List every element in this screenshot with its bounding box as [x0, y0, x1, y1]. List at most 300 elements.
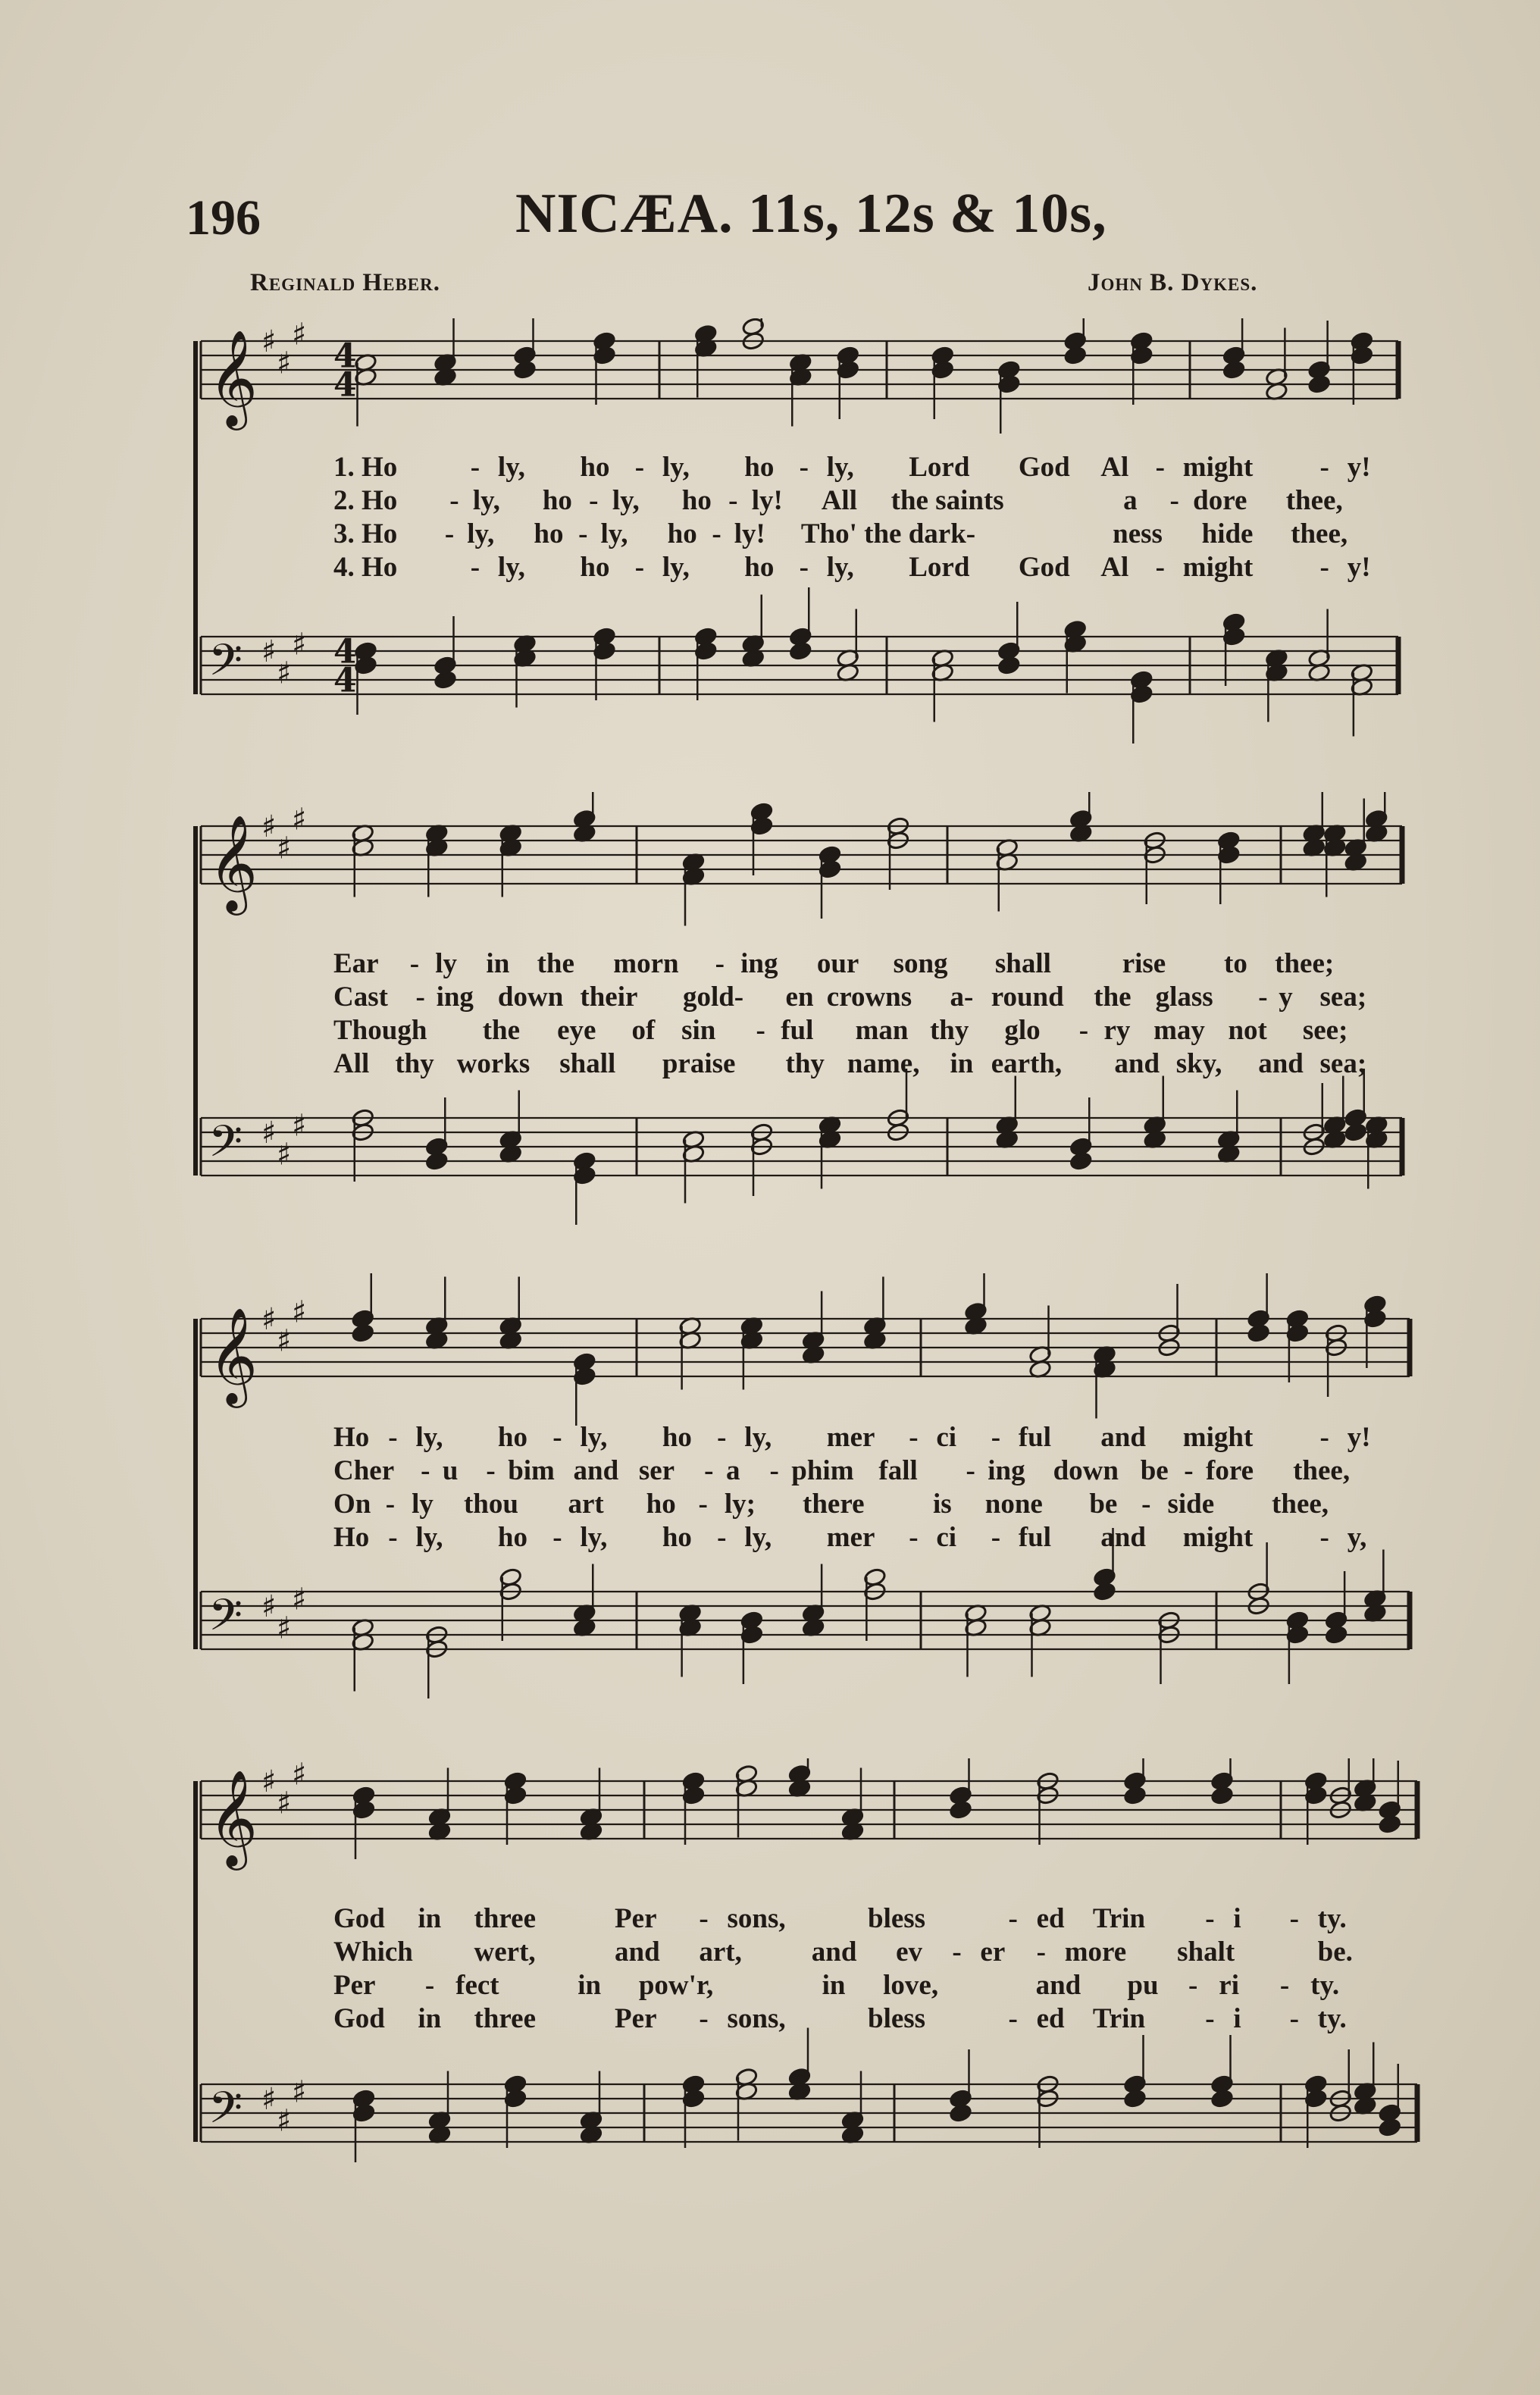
- lyric-syllable: ho: [534, 518, 564, 549]
- lyric-verse-3: [189, 1014, 1425, 1047]
- music-system-2: [189, 792, 1425, 1232]
- hyphen: -: [991, 1522, 1001, 1553]
- lyric-syllable: and: [573, 1455, 619, 1486]
- lyric-syllable: there: [803, 1489, 865, 1520]
- lyric-verse-1: [189, 451, 1425, 484]
- hyphen: -: [1036, 1936, 1046, 1968]
- lyric-syllable: ty.: [1310, 1970, 1340, 2001]
- author-credit: Reginald Heber.: [250, 269, 440, 296]
- sharp-icon: ♯: [261, 1302, 277, 1337]
- treble-clef-icon: 𝄞: [208, 1769, 258, 1866]
- lyric-syllable: to: [1224, 948, 1247, 979]
- note-head: [1325, 1625, 1348, 1645]
- lyric-syllable: ho: [744, 452, 775, 483]
- lyric-syllable: ho: [497, 1522, 527, 1553]
- hyphen: -: [634, 452, 645, 483]
- lyric-verse-1: [189, 1902, 1425, 1936]
- lyric-syllable: three: [474, 2003, 537, 2034]
- lyric-syllable: thee,: [1272, 1489, 1329, 1520]
- lyric-syllable: y!: [1347, 552, 1371, 583]
- lyric-syllable: love,: [883, 1970, 939, 2001]
- lyric-syllable: Tho' the dark-: [800, 518, 976, 549]
- lyric-syllable: Per: [615, 2003, 657, 2034]
- lyric-syllable: thee,: [1285, 485, 1343, 516]
- lyric-syllable: sea;: [1319, 981, 1367, 1013]
- lyric-syllable: side: [1167, 1489, 1215, 1520]
- hyphen: -: [1289, 1903, 1299, 1934]
- lyric-syllable: ho: [681, 485, 712, 516]
- lyric-verse-2: [189, 1936, 1425, 1969]
- lyric-syllable: ho: [662, 1422, 692, 1453]
- lyric-syllable: Trin: [1092, 1903, 1146, 1934]
- lyric-syllable: Cast: [333, 981, 388, 1013]
- hyphen: -: [388, 1422, 398, 1453]
- hyphen: -: [1319, 1522, 1329, 1553]
- hyphen: -: [1008, 2003, 1018, 2034]
- lyric-syllable: y,: [1347, 1522, 1367, 1553]
- lyric-syllable: the: [537, 948, 574, 979]
- lyric-syllable: three: [474, 1903, 537, 1934]
- time-signature: 4: [333, 365, 357, 405]
- lyric-syllable: and: [1100, 1422, 1146, 1453]
- lyric-syllable: name,: [847, 1048, 920, 1079]
- lyric-syllable: song: [893, 948, 948, 979]
- hyphen: -: [470, 452, 480, 483]
- lyric-syllable: Ho: [333, 1422, 370, 1453]
- lyric-syllable: ful: [781, 1015, 814, 1046]
- lyric-verse-4: [189, 551, 1425, 584]
- lyric-syllable: 2. Ho: [333, 485, 398, 516]
- hyphen: -: [1319, 452, 1329, 483]
- lyric-syllable: more: [1064, 1936, 1127, 1968]
- lyric-syllable: our: [816, 948, 859, 979]
- lyric-syllable: Trin: [1092, 2003, 1146, 2034]
- lyric-syllable: ed: [1036, 1903, 1065, 1934]
- lyric-verse-2: [189, 1454, 1425, 1488]
- lyric-syllable: All: [821, 485, 857, 516]
- note-head: [1123, 2089, 1147, 2109]
- sharp-icon: ♯: [261, 809, 277, 844]
- bass-clef-icon: 𝄢: [208, 634, 243, 697]
- lyric-syllable: the: [1094, 981, 1132, 1013]
- hyphen: -: [589, 485, 599, 516]
- lyric-syllable: y!: [1347, 1422, 1371, 1453]
- lyric-syllable: fall: [878, 1455, 918, 1486]
- sharp-icon: ♯: [261, 1589, 277, 1624]
- sharp-icon: ♯: [292, 1758, 307, 1792]
- hyphen: -: [385, 1489, 396, 1520]
- hyphen: -: [388, 1522, 398, 1553]
- lyric-syllable: glo: [1004, 1015, 1041, 1046]
- sharp-icon: ♯: [261, 634, 277, 669]
- lyric-syllable: ho: [497, 1422, 527, 1453]
- lyric-verse-4: [189, 1521, 1425, 1554]
- music-system-4: [189, 1758, 1425, 2206]
- lyric-syllable: ing: [740, 948, 778, 979]
- hyphen: -: [704, 1455, 714, 1486]
- hyphen: -: [712, 518, 721, 549]
- hyphen: -: [1078, 1015, 1089, 1046]
- hyphen: -: [799, 452, 809, 483]
- lyric-syllable: ho: [580, 552, 610, 583]
- lyric-syllable: in: [578, 1970, 602, 2001]
- music-system-3: [189, 1273, 1425, 1713]
- hyphen: -: [634, 552, 645, 583]
- lyric-verse-2: [189, 981, 1425, 1014]
- lyric-syllable: ly,: [497, 452, 525, 483]
- hyphen: -: [1155, 552, 1165, 583]
- lyric-syllable: ly,: [472, 485, 500, 516]
- lyric-syllable: of: [631, 1015, 656, 1046]
- lyric-syllable: ho: [744, 552, 775, 583]
- sharp-icon: ♯: [261, 324, 277, 359]
- lyric-syllable: ty.: [1317, 1903, 1347, 1934]
- sharp-icon: ♯: [261, 2082, 277, 2117]
- lyric-syllable: ness: [1113, 518, 1163, 549]
- lyric-syllable: see;: [1302, 1015, 1348, 1046]
- hyphen: -: [717, 1522, 727, 1553]
- hyphen: -: [1205, 2003, 1215, 2034]
- lyric-syllable: ly: [435, 948, 458, 979]
- treble-clef-icon: 𝄞: [208, 329, 258, 426]
- lyric-syllable: might: [1182, 552, 1254, 583]
- lyric-syllable: ed: [1036, 2003, 1065, 2034]
- hyphen: -: [715, 948, 725, 979]
- lyric-syllable: sons,: [727, 1903, 786, 1934]
- lyric-syllable: Lord: [909, 452, 970, 483]
- lyric-syllable: God: [1018, 552, 1070, 583]
- hyphen: -: [698, 1489, 708, 1520]
- lyric-syllable: ser: [638, 1455, 675, 1486]
- hyphen: -: [1319, 1422, 1329, 1453]
- hyphen: -: [552, 1522, 562, 1553]
- hyphen: -: [799, 552, 809, 583]
- lyric-syllable: ing: [436, 981, 474, 1013]
- lyric-syllable: sea;: [1319, 1048, 1367, 1079]
- time-signature: 4: [333, 661, 357, 700]
- hyphen: -: [424, 1970, 435, 2001]
- lyric-syllable: down: [1053, 1455, 1119, 1486]
- sharp-icon: ♯: [277, 1137, 292, 1172]
- lyric-syllable: ho: [580, 452, 610, 483]
- lyric-syllable: mer: [826, 1522, 875, 1553]
- hyphen: -: [769, 1455, 779, 1486]
- tune-title: NICÆA. 11s, 12s & 10s,: [515, 183, 1107, 245]
- lyric-syllable: sin: [681, 1015, 716, 1046]
- lyric-syllable: i: [1233, 2003, 1241, 2034]
- lyric-syllable: be.: [1317, 1936, 1353, 1968]
- hyphen: -: [552, 1422, 562, 1453]
- time-signature: 4: [333, 337, 357, 376]
- sharp-icon: ♯: [292, 802, 307, 837]
- treble-notes: [352, 1758, 1401, 1859]
- lyric-syllable: ly,: [580, 1422, 608, 1453]
- lyric-verse-3: [189, 1488, 1425, 1521]
- sharp-icon: ♯: [292, 318, 307, 352]
- hyphen: -: [1169, 485, 1179, 516]
- sharp-icon: ♯: [292, 1295, 307, 1330]
- lyric-syllable: not: [1228, 1015, 1267, 1046]
- lyric-verse-3: [189, 1969, 1425, 2002]
- lyric-verse-4: [189, 2002, 1425, 2036]
- hyphen: -: [1319, 552, 1329, 583]
- sharp-icon: ♯: [292, 1582, 307, 1617]
- lyric-syllable: eye: [557, 1015, 596, 1046]
- lyric-syllable: and: [615, 1936, 660, 1968]
- lyric-syllable: ri: [1219, 1970, 1239, 2001]
- hyphen: -: [909, 1422, 919, 1453]
- lyric-syllable: none: [984, 1489, 1043, 1520]
- lyric-syllable: ho: [646, 1489, 676, 1520]
- lyric-syllable: Cher: [333, 1455, 395, 1486]
- lyric-syllable: glass: [1155, 981, 1213, 1013]
- sharp-icon: ♯: [277, 831, 292, 866]
- hyphen: -: [1008, 1903, 1018, 1934]
- lyric-syllable: ho: [662, 1522, 692, 1553]
- lyric-syllable: ly,: [415, 1422, 443, 1453]
- lyric-syllable: art: [568, 1489, 604, 1520]
- lyric-syllable: and: [1258, 1048, 1304, 1079]
- hyphen: -: [449, 485, 459, 516]
- lyric-syllable: ly,: [415, 1522, 443, 1553]
- sharp-icon: ♯: [277, 1323, 292, 1359]
- lyric-syllable: thy: [395, 1048, 434, 1079]
- hyphen: -: [1258, 981, 1268, 1013]
- lyric-syllable: may: [1153, 1015, 1205, 1046]
- bass-staff: [201, 2075, 1417, 2145]
- lyric-syllable: thy: [929, 1015, 969, 1046]
- lyric-syllable: ing: [988, 1455, 1025, 1486]
- hyphen: -: [409, 948, 420, 979]
- lyric-syllable: ly,: [497, 552, 525, 583]
- lyric-syllable: On: [333, 1489, 371, 1520]
- lyric-syllable: hide: [1201, 518, 1254, 549]
- hyphen: -: [1141, 1489, 1151, 1520]
- lyric-syllable: ly,: [744, 1522, 772, 1553]
- lyric-syllable: Ear: [333, 948, 379, 979]
- lyric-syllable: bless: [868, 1903, 926, 1934]
- note-head: [1069, 1151, 1093, 1171]
- lyric-syllable: the: [482, 1015, 521, 1046]
- lyric-syllable: ly;: [724, 1489, 756, 1520]
- lyric-syllable: ly!: [751, 485, 783, 516]
- lyric-syllable: ci: [936, 1422, 957, 1453]
- treble-notes: [351, 792, 1388, 926]
- lyric-verse-2: [189, 484, 1425, 518]
- sharp-icon: ♯: [292, 627, 307, 662]
- lyric-syllable: bim: [508, 1455, 555, 1486]
- lyric-syllable: 3. Ho: [333, 518, 398, 549]
- lyric-syllable: u: [442, 1455, 459, 1486]
- hyphen: -: [1155, 452, 1165, 483]
- treble-clef-icon: 𝄞: [208, 814, 258, 911]
- lyric-syllable: ty.: [1317, 2003, 1347, 2034]
- lyric-syllable: Per: [615, 1903, 657, 1934]
- hyphen: -: [717, 1422, 727, 1453]
- hyphen: -: [952, 1936, 962, 1968]
- hyphen: -: [415, 981, 425, 1013]
- lyric-syllable: Though: [333, 1015, 427, 1046]
- lyric-syllable: be: [1140, 1455, 1169, 1486]
- lyric-syllable: Per: [333, 1970, 376, 2001]
- lyric-syllable: ho: [667, 518, 697, 549]
- lyric-syllable: Al: [1100, 452, 1129, 483]
- hyphen: -: [421, 1455, 430, 1486]
- lyric-syllable: in: [950, 1048, 974, 1079]
- hyphen: -: [728, 485, 738, 516]
- lyric-syllable: ly,: [826, 552, 854, 583]
- lyric-syllable: phim: [791, 1455, 854, 1486]
- lyric-syllable: in: [418, 1903, 442, 1934]
- hyphen: -: [1289, 2003, 1299, 2034]
- lyric-syllable: God: [333, 2003, 385, 2034]
- lyric-syllable: dore: [1193, 485, 1247, 516]
- lyric-syllable: ci: [936, 1522, 957, 1553]
- hyphen: -: [1205, 1903, 1215, 1934]
- lyric-syllable: en: [785, 981, 814, 1013]
- lyric-syllable: and: [1114, 1048, 1160, 1079]
- lyric-syllable: might: [1182, 452, 1254, 483]
- hyphen: -: [1184, 1455, 1194, 1486]
- lyric-syllable: ful: [1018, 1522, 1052, 1553]
- lyric-syllable: is: [932, 1489, 952, 1520]
- lyric-syllable: in: [418, 2003, 442, 2034]
- sharp-icon: ♯: [277, 656, 292, 691]
- lyric-syllable: a-: [950, 981, 974, 1013]
- lyric-syllable: in: [486, 948, 510, 979]
- hyphen: -: [444, 518, 455, 549]
- lyric-syllable: pow'r,: [638, 1970, 714, 2001]
- lyric-syllable: in: [822, 1970, 846, 2001]
- sharp-icon: ♯: [277, 1786, 292, 1821]
- lyric-syllable: ho: [542, 485, 572, 516]
- lyric-syllable: be: [1089, 1489, 1118, 1520]
- lyric-syllable: rise: [1122, 948, 1166, 979]
- treble-notes: [351, 1273, 1386, 1426]
- lyric-syllable: y: [1279, 981, 1293, 1013]
- lyric-syllable: a: [1123, 485, 1138, 516]
- lyric-syllable: thy: [785, 1048, 825, 1079]
- lyric-verse-1: [189, 947, 1425, 981]
- lyric-syllable: might: [1182, 1422, 1254, 1453]
- lyric-syllable: 1. Ho: [333, 452, 398, 483]
- lyric-syllable: praise: [662, 1048, 736, 1079]
- hyphen: -: [470, 552, 480, 583]
- lyric-syllable: art,: [699, 1936, 742, 1968]
- lyric-syllable: Al: [1100, 552, 1129, 583]
- sharp-icon: ♯: [292, 2074, 307, 2110]
- composer-credit: John B. Dykes.: [1088, 269, 1258, 296]
- lyric-syllable: works: [456, 1048, 531, 1079]
- music-system-1: [189, 318, 1425, 773]
- lyric-syllable: earth,: [991, 1048, 1063, 1079]
- lyric-syllable: thee,: [1293, 1455, 1351, 1486]
- lyric-syllable: crowns: [826, 981, 912, 1013]
- lyric-syllable: Lord: [909, 552, 970, 583]
- hyphen: -: [486, 1455, 496, 1486]
- lyric-syllable: ly,: [580, 1522, 608, 1553]
- treble-clef-icon: 𝄞: [208, 1307, 258, 1404]
- lyric-syllable: might: [1182, 1522, 1254, 1553]
- lyric-syllable: sons,: [727, 2003, 786, 2034]
- hyphen: -: [756, 1015, 765, 1046]
- note-head: [1123, 1786, 1147, 1805]
- lyric-syllable: Which: [333, 1936, 413, 1968]
- lyric-syllable: ev: [896, 1936, 923, 1968]
- sharp-icon: ♯: [292, 1108, 307, 1144]
- lyric-syllable: bless: [868, 2003, 926, 2034]
- lyric-syllable: man: [855, 1015, 909, 1046]
- hyphen: -: [578, 518, 588, 549]
- lyric-syllable: ful: [1018, 1422, 1052, 1453]
- lyric-syllable: Ho: [333, 1522, 370, 1553]
- hyphen: -: [991, 1422, 1001, 1453]
- lyric-syllable: ly,: [744, 1422, 772, 1453]
- lyric-syllable: ly!: [734, 518, 765, 549]
- hyphen: -: [966, 1455, 975, 1486]
- lyric-syllable: God: [1018, 452, 1070, 483]
- hyphen: -: [699, 2003, 709, 2034]
- lyric-syllable: y!: [1347, 452, 1371, 483]
- lyric-syllable: God: [333, 1903, 385, 1934]
- hyphen: -: [909, 1522, 919, 1553]
- bass-clef-icon: 𝄢: [208, 1589, 243, 1651]
- lyric-syllable: thee;: [1275, 948, 1335, 979]
- time-signature: 4: [333, 632, 357, 672]
- sharp-icon: ♯: [277, 346, 292, 381]
- bass-clef-icon: 𝄢: [208, 2082, 243, 2144]
- sharp-icon: ♯: [277, 2103, 292, 2139]
- sharp-icon: ♯: [277, 1611, 292, 1646]
- lyric-syllable: the saints: [891, 485, 1004, 516]
- lyric-syllable: 4. Ho: [333, 552, 398, 583]
- lyric-syllable: sky,: [1175, 1048, 1222, 1079]
- hyphen: -: [1279, 1970, 1290, 2001]
- sharp-icon: ♯: [261, 1764, 277, 1799]
- lyric-syllable: ry: [1103, 1015, 1131, 1046]
- lyric-syllable: All: [333, 1048, 370, 1079]
- lyric-syllable: ly,: [662, 552, 690, 583]
- sharp-icon: ♯: [261, 1116, 277, 1151]
- hyphen: -: [699, 1903, 709, 1934]
- lyric-syllable: thee,: [1291, 518, 1348, 549]
- lyric-syllable: ly,: [826, 452, 854, 483]
- lyric-syllable: and: [1100, 1522, 1146, 1553]
- page-number: 196: [186, 190, 261, 246]
- bass-clef-icon: 𝄢: [208, 1116, 243, 1178]
- lyric-syllable: fect: [455, 1970, 499, 2001]
- lyric-syllable: round: [991, 981, 1064, 1013]
- lyric-syllable: gold-: [682, 981, 744, 1013]
- lyric-syllable: pu: [1127, 1970, 1159, 2001]
- lyric-syllable: morn: [613, 948, 679, 979]
- lyric-syllable: ly,: [600, 518, 628, 549]
- lyric-syllable: and: [1035, 1970, 1081, 2001]
- lyric-syllable: mer: [826, 1422, 875, 1453]
- treble-notes: [354, 318, 1373, 434]
- lyric-syllable: fore: [1206, 1455, 1254, 1486]
- lyric-syllable: down: [497, 981, 564, 1013]
- note-head: [1307, 374, 1331, 394]
- lyric-syllable: i: [1233, 1903, 1241, 1934]
- lyric-syllable: shall: [994, 948, 1051, 979]
- lyric-syllable: wert,: [474, 1936, 536, 1968]
- lyric-syllable: and: [811, 1936, 857, 1968]
- lyric-syllable: ly: [412, 1489, 434, 1520]
- lyric-syllable: their: [580, 981, 638, 1013]
- lyric-verse-4: [189, 1047, 1425, 1081]
- lyric-verse-1: [189, 1421, 1425, 1454]
